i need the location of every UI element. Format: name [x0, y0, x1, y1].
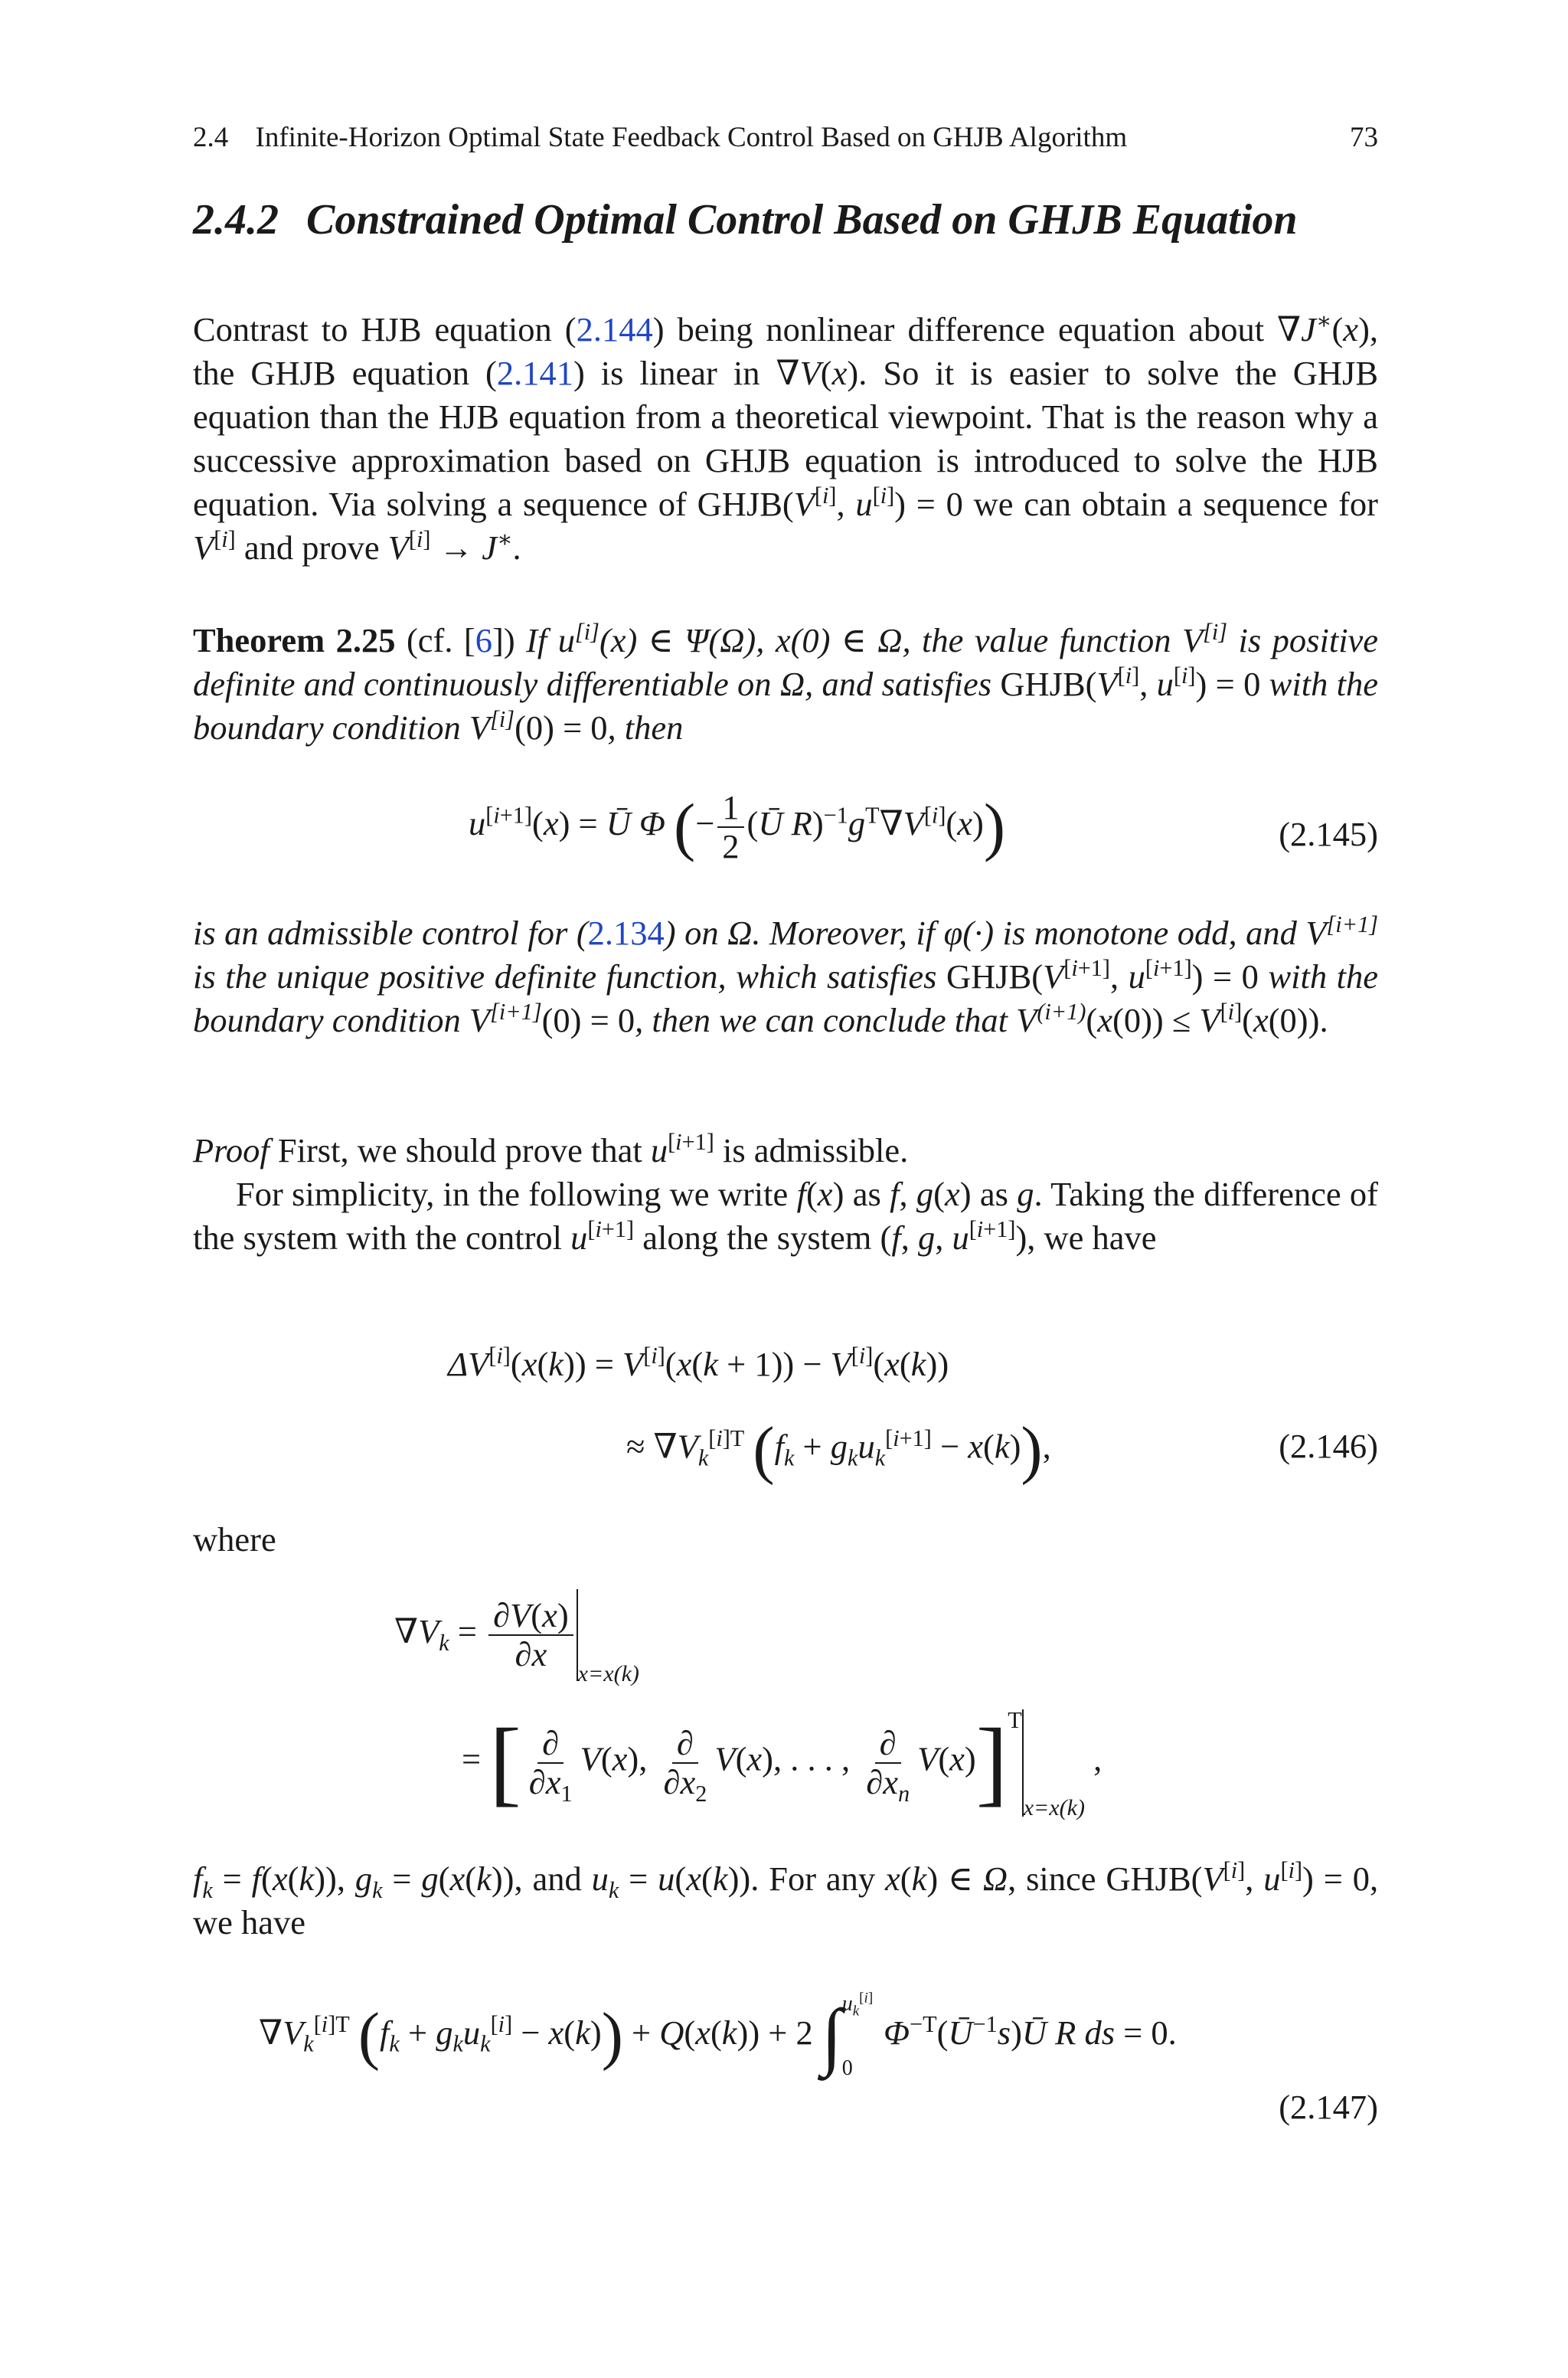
proof-label: Proof	[193, 1131, 270, 1169]
section-number: 2.4.2	[193, 196, 279, 244]
proof-text-5: . Taking the difference of the system with the control	[193, 1175, 1378, 1257]
theorem-text-11: is the unique positive definite function, which satisfies	[193, 957, 937, 996]
definitions-paragraph: $f_k = f(x(k))$, $g_k = g(x(k))$, and $u_k = u(x(k))$. For any x(k) ∈ Ω, since GHJB(V[i], u[i]) = 0, we have	[193, 1857, 1379, 1941]
theorem-text-2: , the value function	[902, 621, 1171, 659]
proof-text-4a: as	[852, 1175, 881, 1213]
proof-text-8: and	[532, 1860, 582, 1898]
citation-ref-6[interactable]: 6	[475, 621, 492, 659]
intro-paragraph: Contrast to HJB equation (2.144) being nonlinear difference equation about ∇J∗(x), the GHJB equation (2.141) is linear in ∇V(x). So it is easier to solve the GHJB equation than the HJB equation from a theoretical viewpoint. That is the reason why a successive approximation based on GHJB equation is introduced to solve the HJB equation. Via solving a sequence of GHJB(V[i], u[i]) = 0 we can obtain a sequence for V[i] and prove V[i] → J∗.	[193, 308, 1379, 567]
proof-paragraph: Proof First, we should prove that u[i+1] is admissible. For simplicity, in the following we write f(x) as f, g(x) as g. Taking the difference of the system with the control u[i+1] along the system (f, g, u[i+1]), we have	[193, 1129, 1378, 1257]
theorem-text-3: is positive definite and continuously differentiable on	[193, 621, 1379, 703]
theorem-2-25: Theorem 2.25 (cf. [6]) If u[i](x) ∈ Ψ(Ω), x(0) ∈ Ω, the value function V[i] is positive definite and continuously differentiable on Ω, and satisfies GHJB(V[i], u[i]) = 0 with the boundary condition V[i](0) = 0, then	[193, 619, 1379, 747]
header-left	[193, 121, 1127, 154]
eq-ref-2-134[interactable]: 2.134	[587, 914, 665, 952]
theorem-text-6: , then	[607, 708, 684, 747]
intro-text-2: ) being nonlinear difference equation about ∇	[652, 310, 1302, 348]
theorem-text-13: , then we can conclude that	[635, 1001, 1008, 1039]
proof-text-2: is admissible.	[722, 1131, 909, 1169]
gradient-definition-line2: = [ $\frac{\partial}{\partial x_1}$ V(x), $\frac{\partial}{\partial x_2}$ V(x), . . . , $\frac{\partial}{\partial x_n}$ V(x)]$^T_{x=x(k)}$ ,	[462, 1706, 1102, 1820]
theorem-text-7: is an admissible control for (	[193, 914, 588, 952]
theorem-text-10: is monotone odd, and	[1002, 914, 1297, 952]
theorem-text-5: with the boundary condition	[193, 665, 1379, 747]
gradient-definition-line1: $\nabla V_k$ = $\frac{\partial V(x)}{\partial x}$ $_{x=x(k)}$	[394, 1589, 639, 1681]
proof-text-11: , we have	[193, 1860, 1379, 1941]
equation-2-147: $\nabla V_k^{[i]T}$ $(f_k + g_ku_k[i] - x(k)) + Q(x(k)) + 2$ ∫ $u_k[i]$ 0 $\Phi^{-T}(Ū^{-1}s)Ū$ R ds = 0.	[259, 1990, 1177, 2080]
page-number: 73	[1350, 122, 1378, 153]
equation-2-145: u[i+1](x) = Ū Φ (− $\frac{1}{2}$ (Ū $R)^{-1}g^T\nabla V[i](x)$)	[469, 788, 1005, 865]
theorem-text-9: . Moreover, if	[752, 914, 936, 952]
equation-number-2-146: (2.146)	[1279, 1427, 1378, 1465]
eq-ref-2-141[interactable]: 2.141	[496, 354, 573, 392]
proof-text-6: along the system	[642, 1218, 872, 1257]
header-section-number: 2.4	[193, 122, 229, 153]
eq-ref-2-144[interactable]: 2.144	[576, 310, 653, 348]
theorem-text-4: , and satisfies	[805, 665, 992, 703]
theorem-text-12: with the boundary condition	[193, 957, 1379, 1039]
intro-text-5: . So it is easier to solve the GHJB equation than the HJB equation from a theoretical viewpoint. That is the reason why a successive approximation based on GHJB equation is introduced to solve the HJB equation. Via solving a sequence of GHJB(	[193, 354, 1379, 523]
where-text: where	[193, 1520, 276, 1559]
section-title	[193, 195, 1298, 244]
equation-2-146-line1: ΔV[i](x(k)) = V[i](x(k + 1)) − V[i](x(k))	[448, 1343, 949, 1383]
equation-2-146-line2: ≈ $\nabla V_k^{[i]T}$ $(f_k + g_ku_k[i+1] - x(k))$,	[626, 1415, 1051, 1486]
theorem-text-1: If	[526, 621, 547, 659]
intro-text-7: and prove	[235, 528, 388, 567]
equation-number-2-147: (2.147)	[1279, 2088, 1378, 2126]
proof-text-1: First, we should prove that	[277, 1131, 642, 1169]
proof-text-4b: as	[979, 1175, 1008, 1213]
intro-text-3: , the GHJB equation (	[193, 310, 1379, 392]
theorem-text-8: ) on	[664, 914, 719, 952]
intro-text-6: ) = 0 we can obtain a sequence for	[894, 485, 1378, 523]
proof-text-9: . For any	[750, 1860, 876, 1898]
theorem-cf-end: ])	[492, 621, 515, 659]
intro-text-1: Contrast to HJB equation (	[193, 310, 577, 348]
intro-text-4: ) is linear in ∇	[573, 354, 800, 392]
theorem-continuation: is an admissible control for (2.134) on Ω. Moreover, if φ(·) is monotone odd, and V[i+1] is the unique positive definite function, which satisfies GHJB(V[i+1], u[i+1]) = 0 with the boundary condition V[i+1](0) = 0, then we can conclude that $V^{(i+1)}(x(0)) \le V[i](x(0))$.	[193, 911, 1379, 1039]
proof-text-3: For simplicity, in the following we write	[236, 1175, 789, 1213]
running-header	[193, 121, 1378, 154]
proof-text-7: , we have	[1027, 1218, 1157, 1257]
proof-text-10: , since	[1008, 1860, 1096, 1898]
theorem-cf: (cf. [	[406, 621, 475, 659]
theorem-label: Theorem 2.25	[193, 621, 396, 659]
section-heading: Constrained Optimal Control Based on GHJB Equation	[306, 196, 1298, 244]
equation-number-2-145: (2.145)	[1279, 815, 1378, 853]
header-running-title: Infinite-Horizon Optimal State Feedback Control Based on GHJB Algorithm	[255, 122, 1128, 153]
